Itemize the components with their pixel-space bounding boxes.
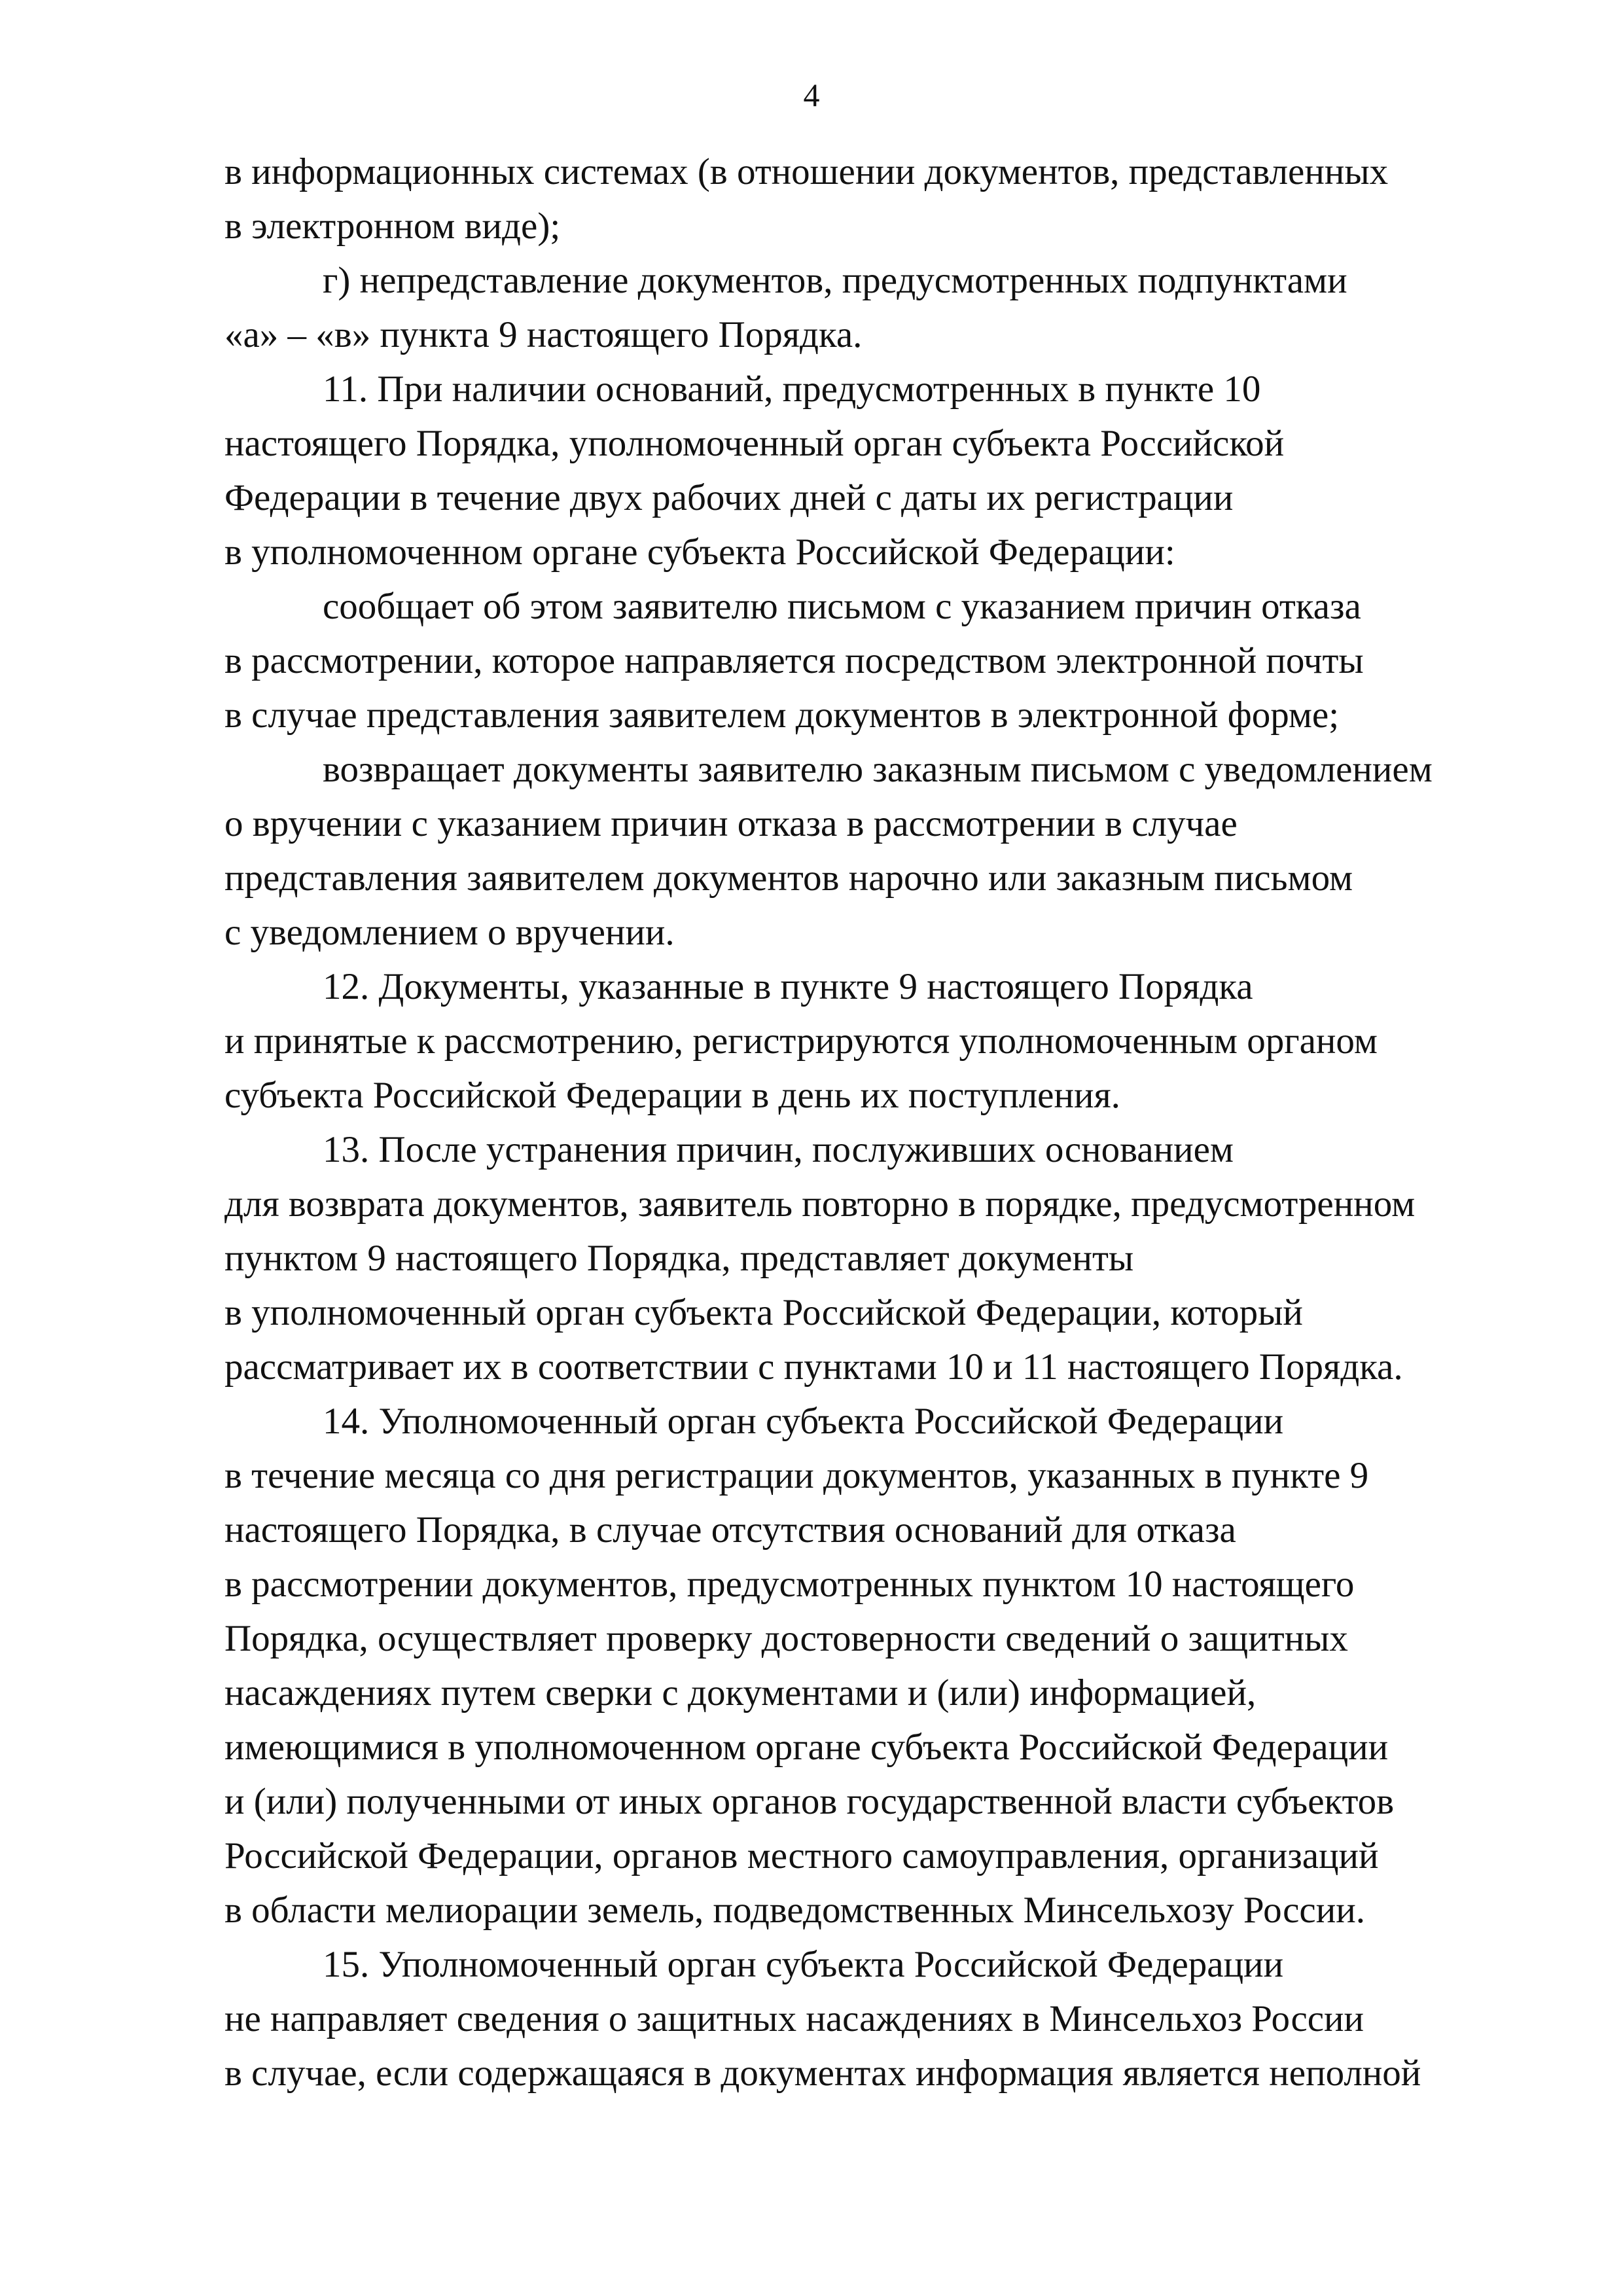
paragraph-subitem-g: г) непредставление документов, предусмотренных подпунктами «а» – «в» пункта 9 настоящего Порядка. — [224, 260, 1347, 355]
document-body — [224, 145, 1475, 2100]
paragraph-11: 11. При наличии оснований, предусмотренных в пункте 10 настоящего Порядка, уполномоченный орган субъекта Российской Федерации в течение двух рабочих дней с даты их регистрации в уполномоченном органе субъекта Российской Федерации: — [224, 368, 1285, 573]
paragraph-continuation: в информационных системах (в отношении документов, представленных в электронном виде); — [224, 151, 1389, 247]
paragraph-15: 15. Уполномоченный орган субъекта Российской Федерации не направляет сведения о защитных насаждениях в Минсельхоз России в случае, если содержащаяся в документах информация является неполной — [224, 1944, 1421, 2094]
paragraph-13: 13. После устранения причин, послуживших основанием для возврата документов, заявитель повторно в порядке, предусмотренном пунктом 9 настоящего Порядка, представляет документы в уполномоченный орган субъекта Российской Федерации, который рассматривает их в соответствии с пунктами 10 и 11 настоящего Порядка. — [224, 1129, 1416, 1388]
paragraph-11-notify: сообщает об этом заявителю письмом с указанием причин отказа в рассмотрении, которое направляется посредством электронной почты в случае представления заявителем документов в электронной форме; — [224, 586, 1364, 736]
paragraph-11-return: возвращает документы заявителю заказным письмом с уведомлением о вручении с указанием причин отказа в рассмотрении в случае представления заявителем документов нарочно или заказным письмом с уведомлением о вручении. — [224, 749, 1433, 953]
page-number: 4 — [803, 77, 820, 113]
paragraph-14: 14. Уполномоченный орган субъекта Российской Федерации в течение месяца со дня регистрации документов, указанных в пункте 9 настоящего Порядка, в случае отсутствия оснований для отказа в рассмотрении документов, предусмотренных пунктом 10 настоящего Порядка, осуществляет проверку достоверности сведений о защитных насаждениях путем сверки с документами и (или) информацией, имеющимися в уполномоченном органе субъекта Российской Федерации и (или) полученными от иных органов государственной власти субъектов Российской Федерации, органов местного самоуправления, организаций в области мелиорации земель, подведомственных Минсельхозу России. — [224, 1401, 1395, 1931]
paragraph-12: 12. Документы, указанные в пункте 9 настоящего Порядка и принятые к рассмотрению, регистрируются уполномоченным органом субъекта Российской Федерации в день их поступления. — [224, 966, 1378, 1116]
